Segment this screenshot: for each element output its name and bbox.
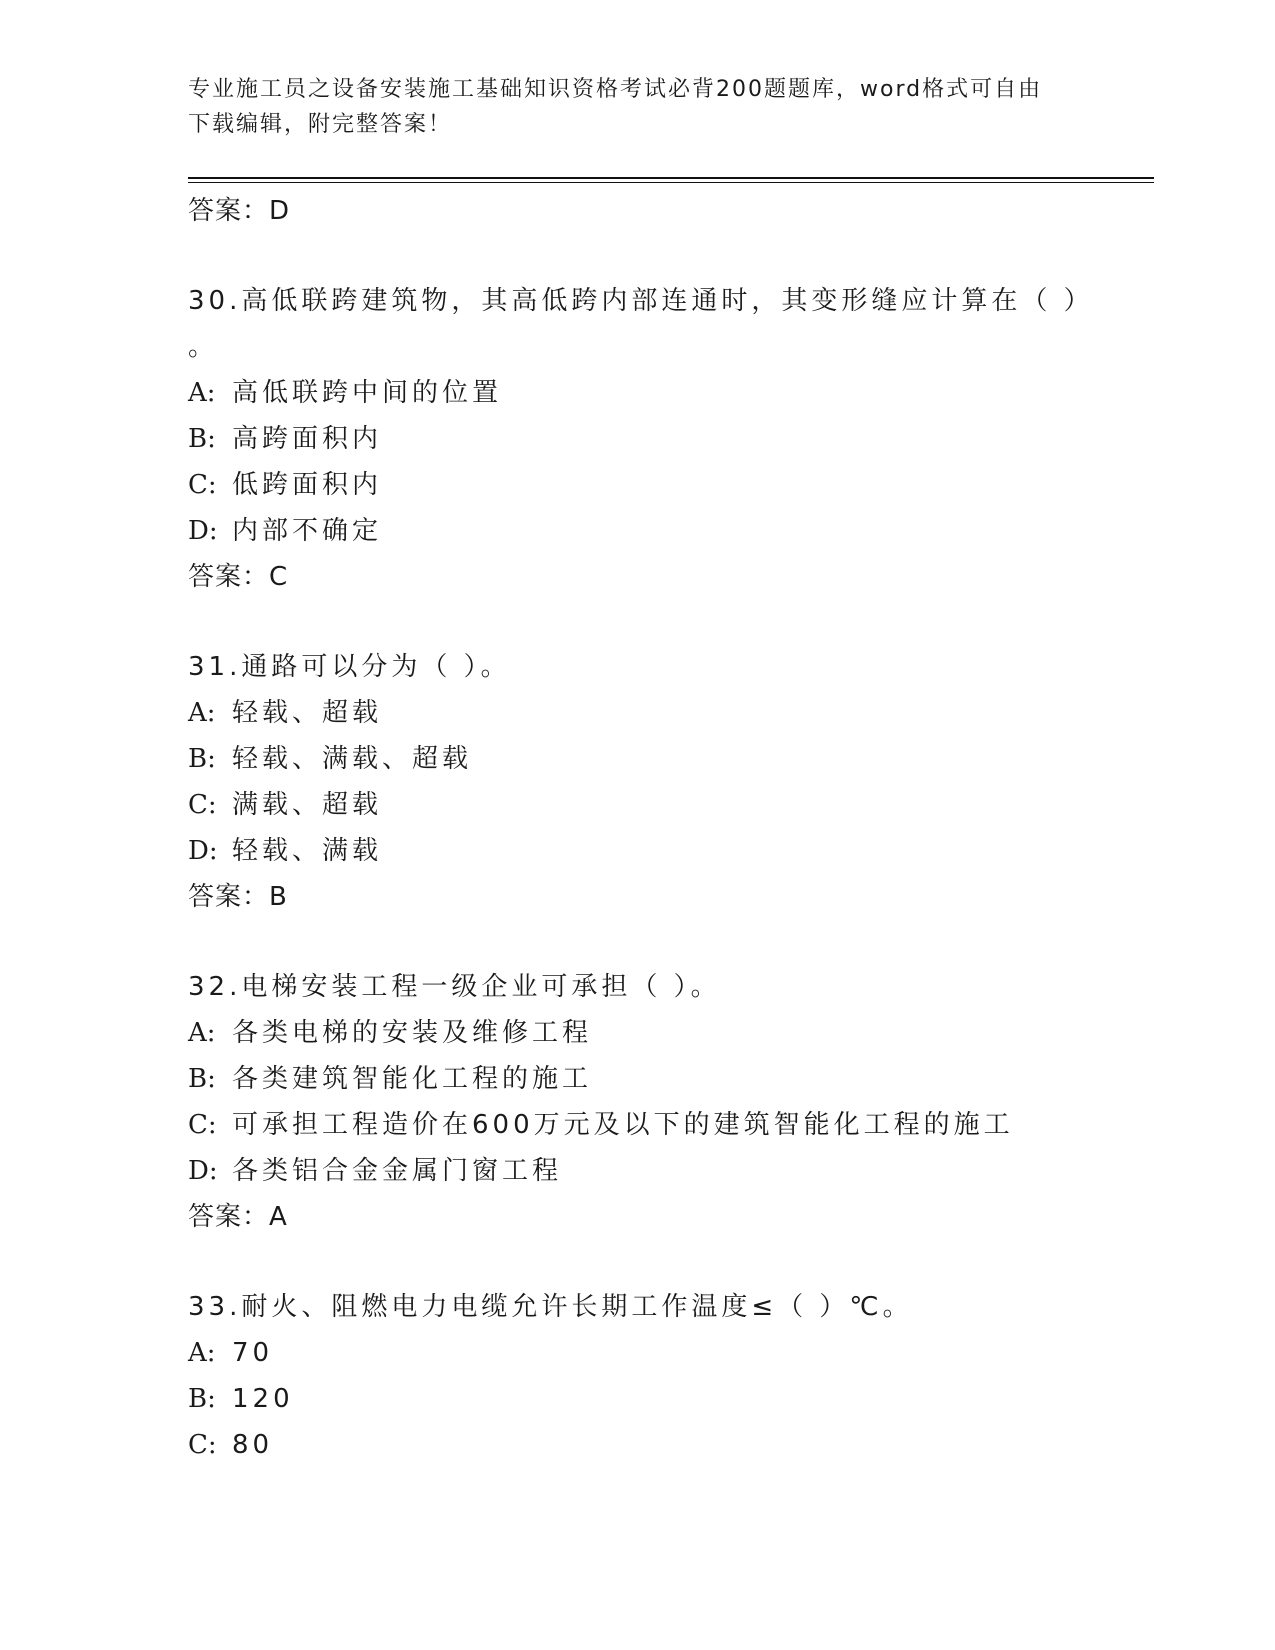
option-text: 高跨面积内 bbox=[232, 424, 383, 454]
option-text: 70 bbox=[232, 1338, 274, 1368]
question-text: 30.高低联跨建筑物，其高低跨内部连通时，其变形缝应计算在（ ） bbox=[188, 286, 1094, 316]
option-a bbox=[188, 690, 1088, 736]
option-label: A: bbox=[188, 698, 216, 728]
option-text: 各类建筑智能化工程的施工 bbox=[232, 1064, 593, 1094]
option-d bbox=[188, 508, 1088, 554]
option-c bbox=[188, 462, 1088, 508]
answer-line: 答案：A bbox=[188, 1202, 288, 1232]
question-text: 31.通路可以分为（ ）。 bbox=[188, 652, 511, 682]
header-line-1: 专业施工员之设备安装施工基础知识资格考试必背200题题库，word格式可自由 bbox=[188, 77, 1043, 102]
option-text: 满载、超载 bbox=[232, 790, 383, 820]
option-text: 各类电梯的安装及维修工程 bbox=[232, 1018, 593, 1048]
option-a bbox=[188, 1330, 1088, 1376]
option-label: C: bbox=[188, 470, 217, 500]
option-label: A: bbox=[188, 1338, 216, 1368]
header-divider-thick bbox=[188, 177, 1154, 179]
option-a bbox=[188, 1010, 1088, 1056]
option-label: C: bbox=[188, 1430, 217, 1460]
option-text: 可承担工程造价在600万元及以下的建筑智能化工程的施工 bbox=[232, 1110, 1014, 1140]
option-c bbox=[188, 1422, 1088, 1468]
option-label: C: bbox=[188, 1110, 217, 1140]
option-label: B: bbox=[188, 744, 216, 774]
option-text: 高低联跨中间的位置 bbox=[232, 378, 503, 408]
option-text: 80 bbox=[232, 1430, 274, 1460]
option-d bbox=[188, 1148, 1088, 1194]
document-header bbox=[188, 72, 1088, 142]
option-text: 轻载、满载、超载 bbox=[232, 744, 473, 774]
question-33 bbox=[188, 1284, 1088, 1468]
question-32 bbox=[188, 964, 1088, 1240]
question-31 bbox=[188, 644, 1088, 920]
question-text-continued: 。 bbox=[188, 332, 219, 362]
option-label: B: bbox=[188, 1064, 216, 1094]
option-d bbox=[188, 828, 1088, 874]
header-divider-thin bbox=[188, 182, 1154, 183]
option-c bbox=[188, 782, 1088, 828]
option-b bbox=[188, 1376, 1088, 1422]
header-line-2: 下载编辑，附完整答案！ bbox=[188, 112, 453, 137]
option-text: 各类铝合金金属门窗工程 bbox=[232, 1156, 563, 1186]
option-label: A: bbox=[188, 1018, 216, 1048]
option-label: B: bbox=[188, 424, 216, 454]
option-b bbox=[188, 416, 1088, 462]
option-text: 轻载、满载 bbox=[232, 836, 383, 866]
option-text: 低跨面积内 bbox=[232, 470, 383, 500]
option-label: C: bbox=[188, 790, 217, 820]
option-text: 120 bbox=[232, 1384, 294, 1414]
question-list bbox=[188, 188, 1094, 1468]
question-text: 33.耐火、阻燃电力电缆允许长期工作温度≤（ ）℃。 bbox=[188, 1292, 913, 1322]
option-label: D: bbox=[188, 836, 218, 866]
question-text: 32.电梯安装工程一级企业可承担（ ）。 bbox=[188, 972, 721, 1002]
option-text: 轻载、超载 bbox=[232, 698, 383, 728]
question-30 bbox=[188, 278, 1094, 600]
option-c bbox=[188, 1102, 1088, 1148]
answer-line: 答案：D bbox=[188, 196, 291, 226]
option-label: D: bbox=[188, 1156, 218, 1186]
option-a bbox=[188, 370, 1088, 416]
option-text: 内部不确定 bbox=[232, 516, 383, 546]
option-label: A: bbox=[188, 378, 216, 408]
answer-line: 答案：C bbox=[188, 562, 289, 592]
option-b bbox=[188, 1056, 1088, 1102]
option-label: B: bbox=[188, 1384, 216, 1414]
option-b bbox=[188, 736, 1088, 782]
answer-line: 答案：B bbox=[188, 882, 288, 912]
option-label: D: bbox=[188, 516, 218, 546]
